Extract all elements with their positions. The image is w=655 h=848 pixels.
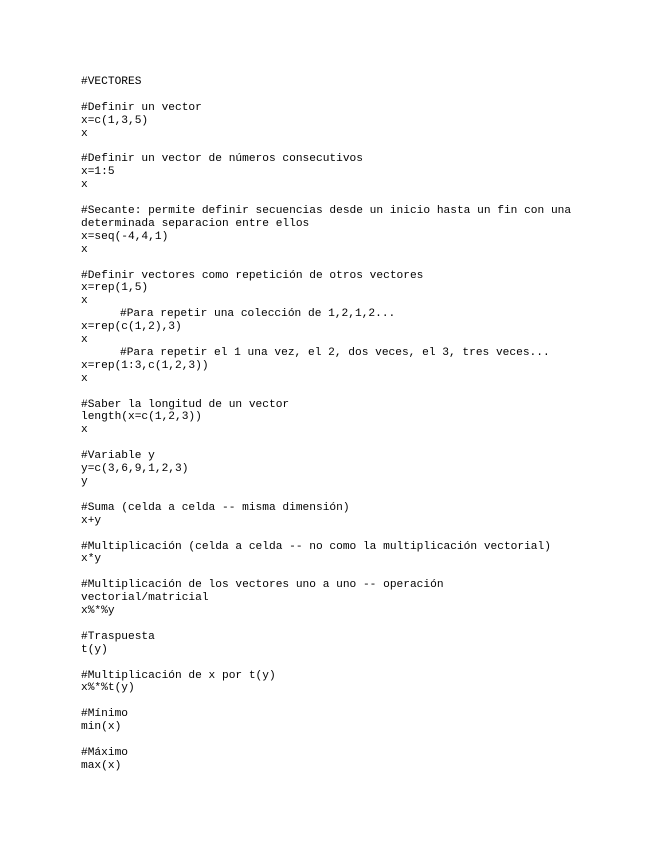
comment-line: #Definir vectores como repetición de otros vectores (81, 269, 424, 282)
comment-line: #Suma (celda a celda -- misma dimensión) (81, 501, 350, 514)
section-transpose (81, 631, 621, 657)
section-max (81, 747, 621, 773)
code-line: x=rep(1,5) (81, 282, 149, 295)
code-line: y=c(3,6,9,1,2,3) (81, 463, 189, 476)
comment-line-continued: determinada separacion entre ellos (81, 217, 310, 230)
comment-line: #Multiplicación de x por t(y) (81, 669, 276, 682)
comment-line: #Multiplicación (celda a celda -- no como la multiplicación vectorial) (81, 540, 551, 553)
code-line: x+y (81, 514, 102, 527)
section-secante (81, 205, 621, 257)
code-line: x (81, 295, 88, 308)
section-consecutive (81, 153, 621, 192)
code-line: x (81, 424, 88, 437)
section-repeat (81, 270, 621, 386)
code-line: x=1:5 (81, 166, 115, 179)
code-line: x%*%y (81, 605, 115, 618)
document-title: #VECTORES (81, 76, 142, 88)
code-line: y (81, 476, 88, 488)
title-block (81, 76, 621, 89)
code-line: x (81, 179, 88, 192)
code-line: x (81, 334, 88, 347)
comment-line: #Secante: permite definir secuencias desde un inicio hasta un fin con una (81, 205, 572, 218)
comment-line: #Definir un vector de números consecutivos (81, 153, 363, 166)
section-matmult (81, 579, 621, 618)
comment-line: #Variable y (81, 450, 155, 463)
section-sum (81, 502, 621, 528)
comment-line: #Multiplicación de los vectores uno a uno -- operación (81, 579, 444, 592)
code-line: max(x) (81, 759, 122, 772)
code-line: x=seq(-4,4,1) (81, 230, 169, 243)
comment-line: #Mínimo (81, 708, 128, 721)
code-line: min(x) (81, 721, 122, 734)
code-line: x*y (81, 553, 102, 566)
indented-comment-line: #Para repetir una colección de 1,2,1,2... (120, 308, 396, 321)
code-line: t(y) (81, 643, 108, 656)
code-line: x=rep(c(1,2),3) (81, 321, 182, 334)
section-mult (81, 541, 621, 567)
comment-line: #Máximo (81, 746, 128, 759)
section-variable (81, 450, 621, 489)
code-line: x=c(1,3,5) (81, 114, 149, 127)
section-mult-t (81, 670, 621, 696)
code-line: x%*%t(y) (81, 682, 135, 695)
comment-line: #Saber la longitud de un vector (81, 398, 290, 411)
code-line: x (81, 243, 88, 256)
comment-line-continued: vectorial/matricial (81, 592, 209, 605)
code-line: x (81, 372, 88, 385)
comment-line: #Definir un vector (81, 101, 202, 114)
section-length (81, 399, 621, 438)
code-line: x=rep(1:3,c(1,2,3)) (81, 359, 209, 372)
section-define (81, 102, 621, 141)
document-page (81, 76, 621, 786)
section-min (81, 708, 621, 734)
indented-comment-line: #Para repetir el 1 una vez, el 2, dos veces, el 3, tres veces... (120, 346, 550, 359)
code-line: x (81, 127, 88, 140)
comment-line: #Traspuesta (81, 630, 155, 643)
code-line: length(x=c(1,2,3)) (81, 411, 202, 424)
